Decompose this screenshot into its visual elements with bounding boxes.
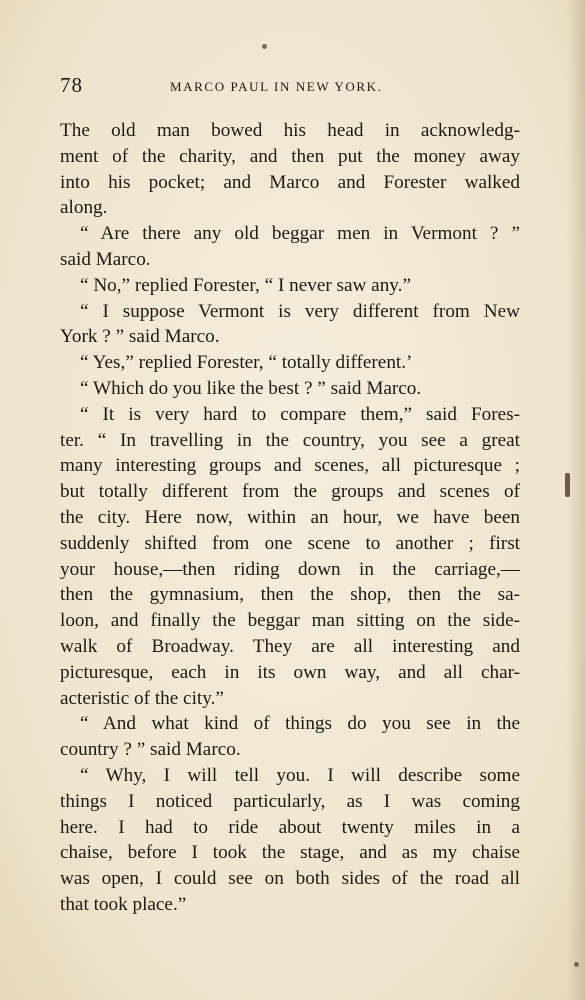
text-line: chaise, before I took the stage, and as my chaise [60,842,520,864]
text-line: suddenly shifted from one scene to another ; first [60,532,520,554]
text-line: “ I suppose Vermont is very different from New [80,300,520,322]
text-line: “ It is very hard to compare them,” said Fores- [80,403,520,425]
text-line: along. [60,197,108,219]
text-line: but totally different from the groups and scenes of [60,481,520,503]
text-line: into his pocket; and Marco and Forester walked [60,171,520,193]
text-line: “ Are there any old beggar men in Vermont ? ” [80,223,520,245]
text-line: many interesting groups and scenes, all picturesque ; [60,455,520,477]
text-line: “ Which do you like the best ? ” said Marco. [80,377,422,399]
text-line: loon, and finally the beggar man sitting on the side- [60,610,520,632]
page-edge-shadow [567,0,585,1000]
text-line: picturesque, each in its own way, and all char- [60,661,520,683]
text-line: that took place.” [60,893,187,915]
text-line: was open, I could see on both sides of the road all [60,868,520,890]
text-line: said Marco. [60,248,151,270]
text-line: things I noticed particularly, as I was coming [60,790,520,812]
text-line: acteristic of the city.” [60,687,224,709]
page-number: 78 [60,73,83,97]
text-line: the city. Here now, within an hour, we have been [60,506,520,528]
running-head: MARCO PAUL IN NEW YORK. [170,79,383,94]
text-line: walk of Broadway. They are all interesting and [60,635,520,657]
text-line: here. I had to ride about twenty miles in a [60,816,520,838]
page-header [60,73,530,97]
text-line: ter. “ In travelling in the country, you see a great [60,429,520,451]
text-line: “ Why, I will tell you. I will describe some [80,764,520,786]
text-line: then the gymnasium, then the shop, then the sa- [60,584,520,606]
margin-ink-mark [565,473,570,497]
paper-speck [262,44,267,49]
text-line: your house,—then riding down in the carriage,— [60,558,520,580]
paper-speck [574,962,579,967]
body-text [60,118,520,918]
text-line: “ No,” replied Forester, “ I never saw any.” [80,274,411,296]
text-line: “ Yes,” replied Forester, “ totally different.’ [80,352,413,374]
text-line: country ? ” said Marco. [60,739,241,761]
text-line: “ And what kind of things do you see in the [80,713,520,735]
text-line: The old man bowed his head in acknowledg- [60,120,520,141]
text-line: ment of the charity, and then put the money away [60,145,520,167]
text-line: York ? ” said Marco. [60,326,220,348]
